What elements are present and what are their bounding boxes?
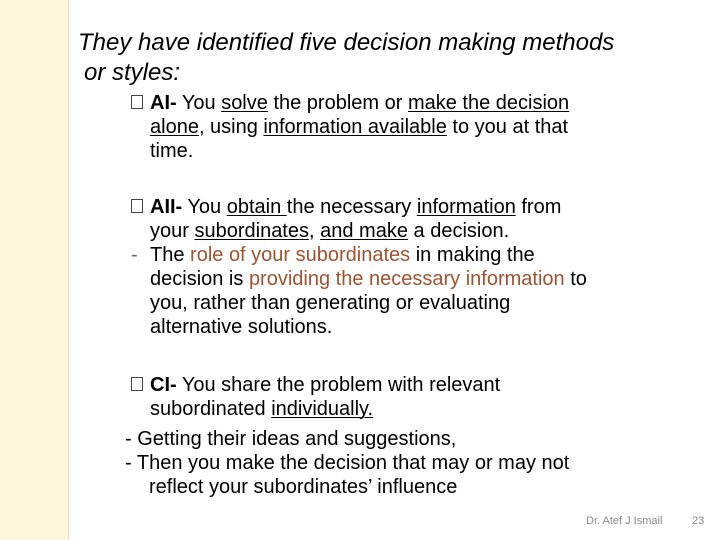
footer-author: Dr. Atef J Ismail bbox=[586, 515, 663, 527]
underlined-text: and make bbox=[320, 220, 408, 242]
bullet-line: You obtain the necessary information from bbox=[187, 196, 562, 218]
slide-side-band bbox=[0, 0, 68, 540]
bullet-ai-row bbox=[131, 91, 711, 115]
underlined-text: make the decision bbox=[407, 92, 570, 114]
bullet-line: You share the problem with relevant bbox=[181, 374, 501, 396]
underlined-text: solve bbox=[221, 92, 268, 114]
underlined-text: information available bbox=[263, 116, 447, 138]
bullet-aii bbox=[131, 195, 711, 339]
underlined-text: information bbox=[416, 196, 516, 218]
slide-side-divider bbox=[68, 0, 69, 540]
underlined-text: obtain bbox=[226, 196, 287, 218]
ci-details bbox=[125, 427, 715, 499]
dash-mark: - bbox=[131, 244, 138, 266]
bullet-ai bbox=[131, 91, 711, 163]
bullet-ci-row bbox=[131, 373, 711, 397]
sub-line: alternative solutions. bbox=[150, 316, 333, 338]
bullet-line: You solve the problem or make the decision bbox=[181, 92, 570, 114]
bullet-aii-row bbox=[131, 195, 711, 219]
sub-line: The role of your subordinates in making the bbox=[150, 244, 535, 266]
bullet-code: AII- bbox=[150, 196, 183, 218]
bullet-code: CI- bbox=[150, 374, 177, 396]
underlined-text: alone bbox=[150, 116, 199, 138]
detail-line: - Getting their ideas and suggestions, bbox=[125, 428, 457, 450]
bullet-line: subordinated individually. bbox=[150, 398, 374, 420]
square-bullet-icon bbox=[131, 95, 143, 109]
bullet-line: alone, using information available to you at that bbox=[150, 116, 569, 138]
detail-line: - Then you make the decision that may or may not bbox=[125, 452, 570, 474]
highlighted-text: role of your subordinates bbox=[190, 244, 411, 266]
bullet-code: AI- bbox=[150, 92, 177, 114]
bullet-line: time. bbox=[150, 140, 194, 162]
slide-title-line2: or styles: bbox=[84, 59, 181, 86]
square-bullet-icon bbox=[131, 199, 143, 213]
detail-line: reflect your subordinates’ influence bbox=[149, 476, 458, 498]
bullet-line: your subordinates, and make a decision. bbox=[150, 220, 510, 242]
slide-title bbox=[78, 28, 718, 88]
footer-page-number: 23 bbox=[692, 515, 705, 527]
highlighted-text: providing the necessary information bbox=[248, 268, 565, 290]
sub-line: decision is providing the necessary information to bbox=[150, 268, 587, 290]
slide-title-line1: They have identified five decision making methods bbox=[78, 29, 615, 56]
underlined-text: individually. bbox=[271, 398, 374, 420]
sub-point bbox=[131, 243, 711, 267]
underlined-text: subordinates bbox=[194, 220, 309, 242]
square-bullet-icon bbox=[131, 377, 143, 391]
sub-line: you, rather than generating or evaluating bbox=[150, 292, 511, 314]
bullet-ci bbox=[131, 373, 711, 421]
